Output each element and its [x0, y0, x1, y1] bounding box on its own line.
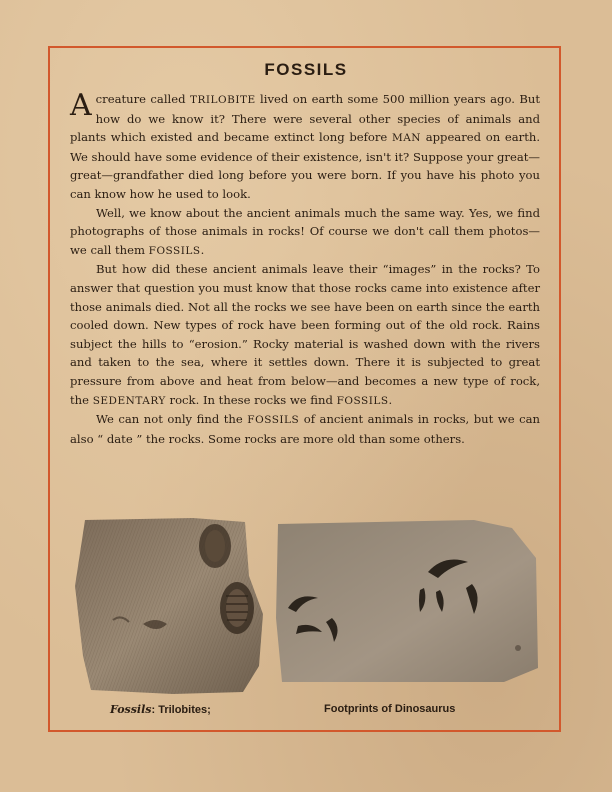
trilobite-fossil-photo — [73, 516, 265, 696]
text-span: But how did these ancient animals leave their “images” in the rocks? To answer that question you must know that those rocks came into existence after those animals died. Not all the rocks we see have been on earth since the earth cooled down. New types of rock have been forming out of the old rock. Rains subject the hills to “erosion.” Rocky material is washed down with the rivers and taken to the sea, where it settles down. There it is subjected to great pressure from above and heat from below—and becomes a new type of rock, the — [70, 262, 540, 407]
paragraph-3 — [70, 260, 540, 410]
text-span: . — [200, 242, 205, 257]
article-body — [70, 90, 540, 448]
text-span: appeared on earth. We should have some evidence of their existence, isn't it? Suppose your great—great—grandfather died long before you were born. If you have his photo you can know how he used to look. — [70, 130, 540, 201]
small-caps-term: FOSSILS — [148, 244, 201, 257]
paragraph-1 — [70, 90, 540, 204]
text-span: lived on earth some 500 million years ago. But how do we know it? There were several other species of animals and plants which existed and became extinct long before — [70, 92, 541, 145]
trilobite-shape — [199, 524, 231, 568]
caption-footprints: Footprints of Dinosaurus — [324, 703, 456, 715]
dinosaur-footprints-photo — [274, 518, 539, 684]
small-caps-term: MAN — [391, 132, 421, 145]
paragraph-2 — [70, 204, 540, 261]
page-title: FOSSILS — [264, 60, 348, 79]
caption-rest: : Trilobites; — [151, 704, 211, 716]
text-span: creature called — [95, 92, 190, 106]
text-span: Well, we know about the ancient animals much the same way. Yes, we find photographs of those animals in rocks! Of course we don't call them photos—we call them — [70, 205, 540, 257]
trilobite-shape — [220, 582, 254, 634]
text-span: . — [388, 392, 393, 407]
small-caps-term: SEDENTARY — [92, 394, 166, 407]
small-caps-term: FOSSILS — [247, 414, 300, 427]
small-caps-term: FOSSILS — [336, 394, 389, 407]
caption-italic: Fossils — [110, 703, 152, 716]
text-span: of ancient animals in rocks, but we can also “ date ” the rocks. Some rocks are more old than some others. — [70, 412, 540, 446]
small-caps-term: TRILOBITE — [189, 94, 256, 106]
caption-trilobites — [110, 703, 211, 716]
paragraph-4 — [70, 410, 540, 448]
drop-cap: A — [70, 88, 92, 123]
text-span: rock. In these rocks we find — [165, 392, 337, 407]
text-span: We can not only find the — [96, 412, 248, 427]
